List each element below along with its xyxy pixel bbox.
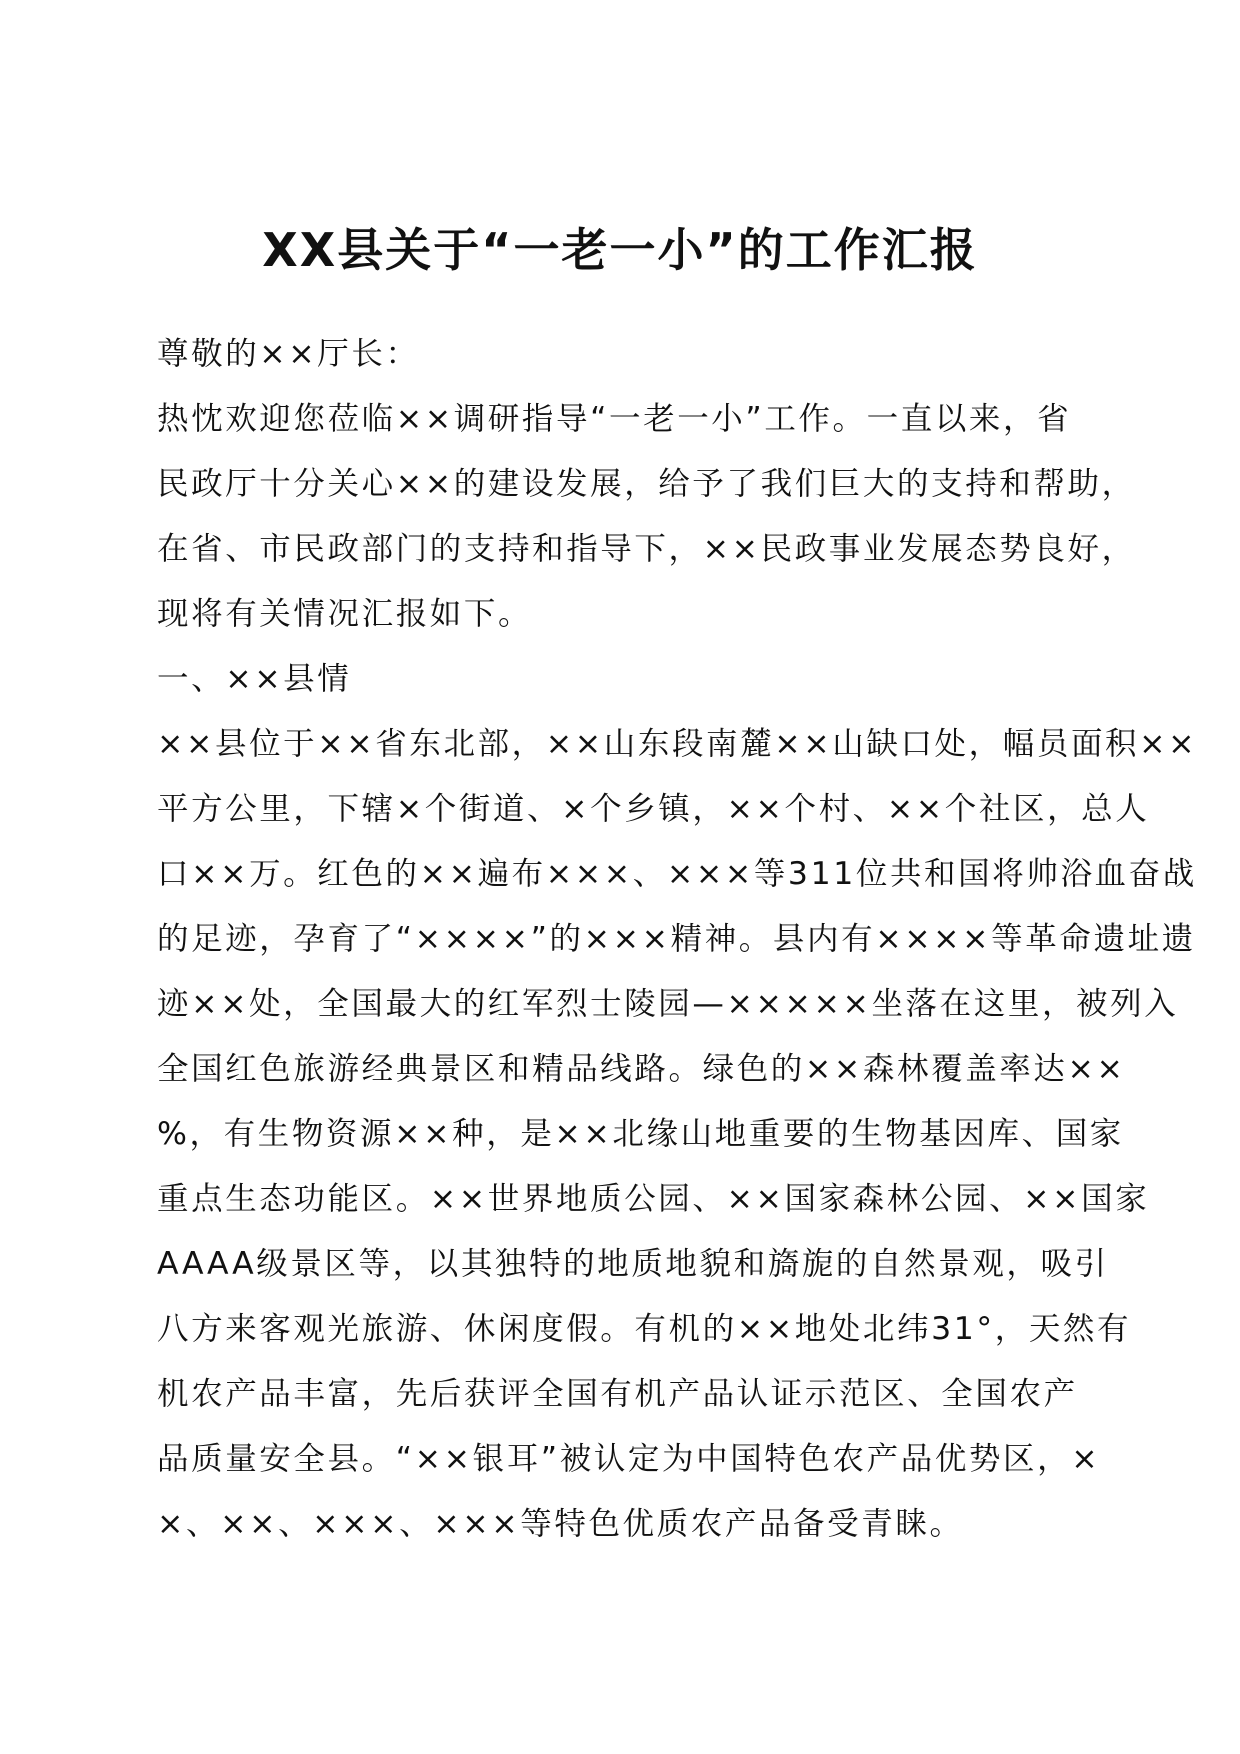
- body-line: 热忱欢迎您莅临××调研指导“一老一小”工作。一直以来，省: [157, 401, 1072, 437]
- document-body: [157, 322, 1198, 1557]
- body-line: 平方公里，下辖×个街道、×个乡镇，××个村、××个社区，总人: [157, 791, 1150, 827]
- body-line: 迹××处，全国最大的红军烈士陵园—×××××坐落在这里，被列入: [157, 986, 1179, 1022]
- salutation-line: 尊敬的××厅长：: [157, 336, 420, 372]
- body-line: 八方来客观光旅游、休闲度假。有机的××地处北纬31°，天然有: [157, 1311, 1132, 1347]
- body-line: 品质量安全县。“××银耳”被认定为中国特色农产品优势区，×: [157, 1441, 1101, 1477]
- body-line: 的足迹，孕育了“××××”的×××精神。县内有××××等革命遗址遗: [157, 921, 1196, 957]
- section-heading: 一、××县情: [157, 661, 352, 697]
- body-line: 民政厅十分关心××的建设发展，给予了我们巨大的支持和帮助，: [157, 466, 1136, 502]
- document-title: XX县关于“一老一小”的工作汇报: [262, 223, 978, 277]
- body-line: 全国红色旅游经典景区和精品线路。绿色的××森林覆盖率达××: [157, 1051, 1126, 1087]
- body-line: 在省、市民政部门的支持和指导下，××民政事业发展态势良好，: [157, 531, 1136, 567]
- body-line: 机农产品丰富，先后获评全国有机产品认证示范区、全国农产: [157, 1376, 1078, 1412]
- body-line: 重点生态功能区。××世界地质公园、××国家森林公园、××国家: [157, 1181, 1150, 1217]
- body-line: 现将有关情况汇报如下。: [157, 596, 533, 632]
- body-line: ××县位于××省东北部，××山东段南麓××山缺口处，幅员面积××: [157, 726, 1198, 762]
- body-line: ×、××、×××、×××等特色优质农产品备受青睐。: [157, 1506, 964, 1542]
- body-line: 口××万。红色的××遍布×××、×××等311位共和国将帅浴血奋战: [157, 856, 1197, 892]
- body-line: AAAA级景区等，以其独特的地质地貌和旖旎的自然景观，吸引: [157, 1246, 1109, 1282]
- body-line: %，有生物资源××种，是××北缘山地重要的生物基因库、国家: [157, 1116, 1124, 1152]
